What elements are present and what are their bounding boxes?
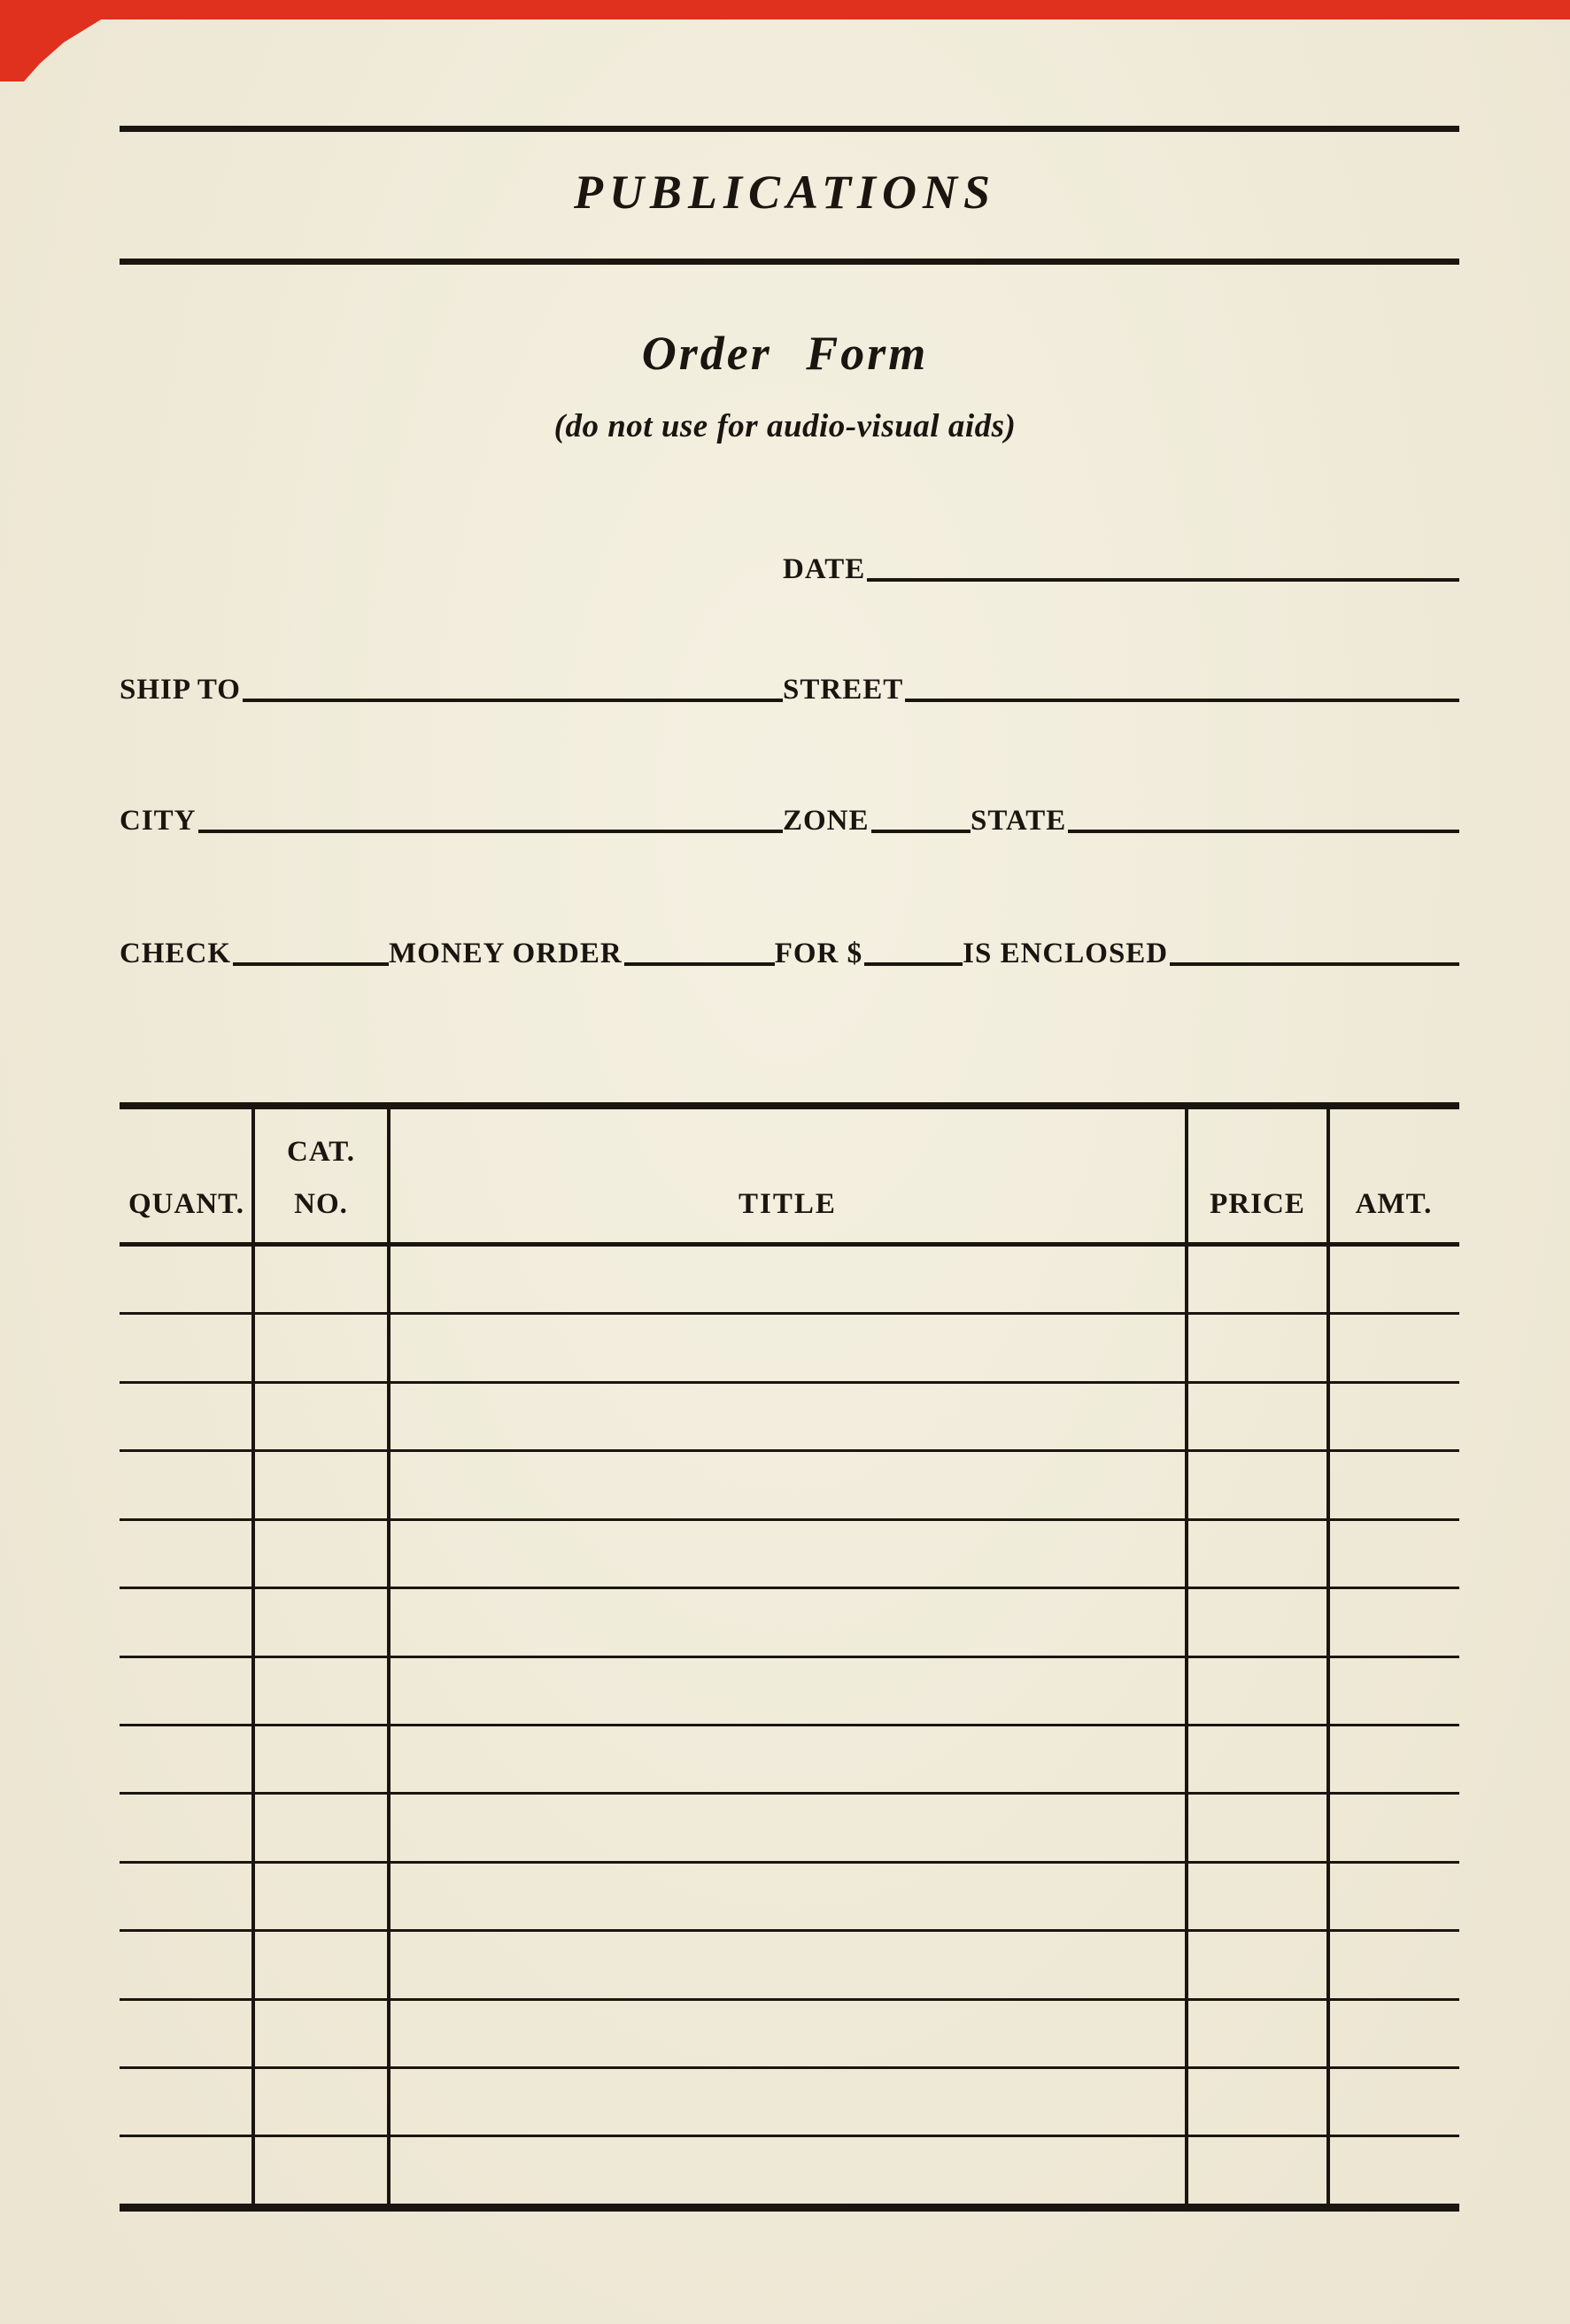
payment-field-row (120, 931, 1459, 969)
street-segment (783, 676, 1459, 705)
column-divider-2 (387, 1109, 391, 2204)
city-fill-line (198, 828, 783, 833)
table-blank-row (120, 1384, 1459, 1452)
table-blank-row (120, 1521, 1459, 1589)
state-segment (971, 807, 1459, 836)
table-blank-row (120, 1589, 1459, 1657)
title-rule-bottom (120, 259, 1459, 265)
zone-segment (783, 807, 971, 836)
col-header-amt: AMT. (1355, 1188, 1433, 1220)
check-label: CHECK (120, 938, 232, 969)
date-label: DATE (783, 553, 866, 585)
col-header-quant: QUANT. (128, 1188, 244, 1220)
ship-to-label: SHIP TO (120, 674, 241, 706)
city-segment (120, 807, 783, 836)
table-blank-row (120, 1247, 1459, 1315)
red-top-strip (0, 0, 1570, 19)
is-enclosed-fill-line (1170, 961, 1459, 966)
ship-to-fill-line (243, 697, 783, 702)
is-enclosed-label: IS ENCLOSED (963, 938, 1169, 969)
col-header-cat-line2: NO. (294, 1188, 348, 1220)
order-table-header (120, 1109, 1459, 1247)
state-fill-line (1068, 828, 1459, 833)
money-order-label: MONEY ORDER (389, 938, 623, 969)
table-blank-row (120, 1932, 1459, 2000)
zone-fill-line (871, 828, 971, 833)
street-label: STREET (783, 674, 904, 706)
ship-to-field-row (120, 668, 1459, 705)
column-divider-4 (1326, 1109, 1330, 2204)
table-blank-row (120, 1795, 1459, 1863)
table-blank-row (120, 1726, 1459, 1795)
money-order-fill-line (624, 961, 775, 966)
table-blank-row (120, 1452, 1459, 1520)
street-fill-line (905, 697, 1459, 702)
form-title: Order Form (641, 327, 929, 380)
table-blank-row (120, 2137, 1459, 2203)
col-header-price: PRICE (1210, 1188, 1305, 1220)
amount-fill-line (864, 961, 963, 966)
table-blank-row (120, 1315, 1459, 1383)
city-field-row (120, 799, 1459, 836)
zone-label: ZONE (783, 805, 870, 837)
order-table (120, 1102, 1459, 2212)
state-label: STATE (971, 805, 1067, 837)
table-blank-row (120, 1864, 1459, 1932)
table-blank-row (120, 2069, 1459, 2137)
page-title: PUBLICATIONS (573, 166, 997, 219)
table-blank-rows (120, 1247, 1459, 2204)
date-fill-line (867, 576, 1459, 582)
column-divider-1 (251, 1109, 255, 2204)
table-blank-row (120, 1658, 1459, 1726)
for-dollar-label: FOR $ (774, 938, 863, 969)
date-field-row (783, 547, 1459, 584)
table-blank-row (120, 2001, 1459, 2069)
city-label: CITY (120, 805, 197, 837)
check-fill-line (233, 961, 389, 966)
form-note: (do not use for audio-visual aids) (553, 408, 1017, 444)
col-header-title: TITLE (739, 1188, 837, 1220)
column-divider-3 (1185, 1109, 1188, 2204)
ship-to-segment (120, 676, 783, 705)
col-header-cat-line1: CAT. (286, 1136, 356, 1168)
